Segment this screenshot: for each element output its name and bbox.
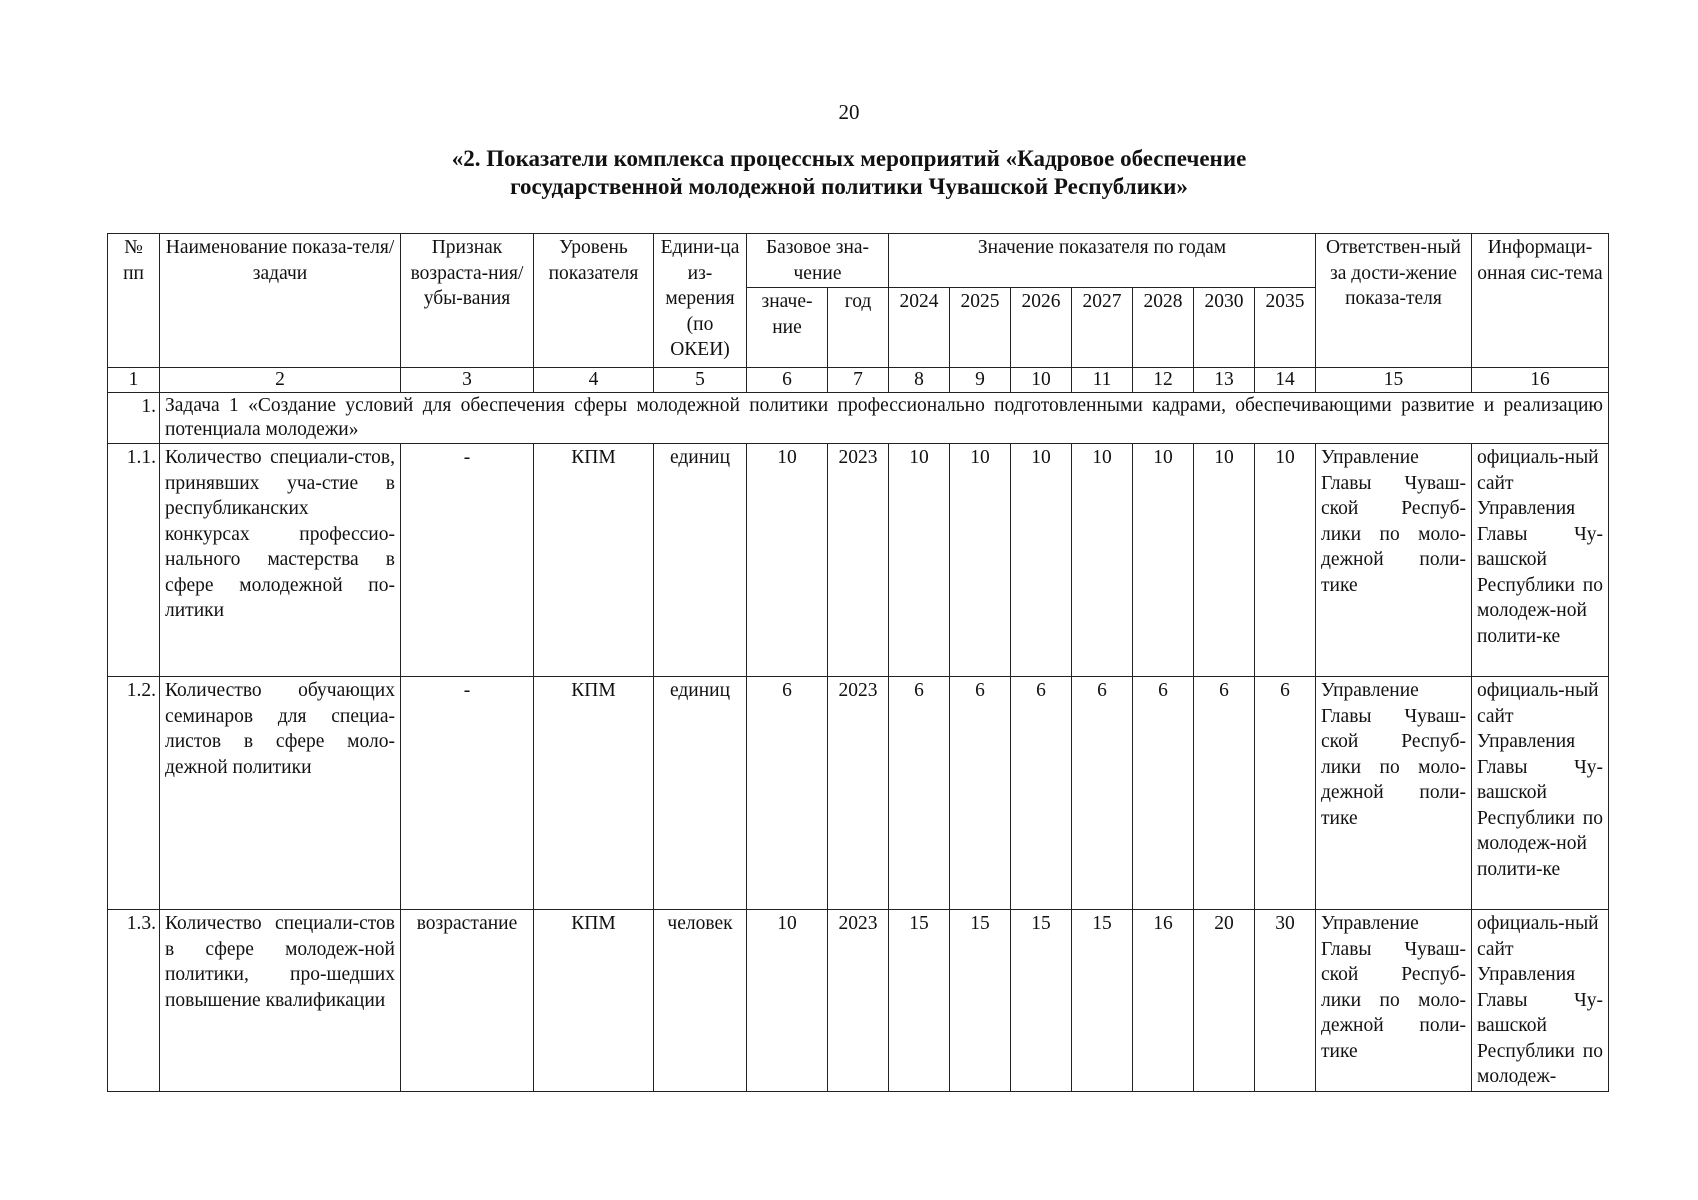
value-2024: 10 xyxy=(889,444,950,677)
info-system: официаль-ный сайт Управления Главы Чу-вашской Республики по молодеж-ной полити-ке xyxy=(1472,677,1609,910)
value-2027: 10 xyxy=(1072,444,1133,677)
header-year-2024: 2024 xyxy=(889,288,950,368)
header-sign: Признак возраста-ния/убы-вания xyxy=(401,234,534,368)
indicator-unit: человек xyxy=(654,910,747,1092)
column-number: 4 xyxy=(534,368,654,393)
header-row-1 xyxy=(108,234,1609,288)
value-2025: 15 xyxy=(950,910,1011,1092)
value-2035: 30 xyxy=(1255,910,1316,1092)
value-2030: 20 xyxy=(1194,910,1255,1092)
header-info-system: Информаци-онная сис-тема xyxy=(1472,234,1609,368)
base-value: 10 xyxy=(747,910,828,1092)
section-title xyxy=(0,145,1698,201)
column-number: 16 xyxy=(1472,368,1609,393)
column-number: 14 xyxy=(1255,368,1316,393)
responsible: Управление Главы Чуваш-ской Респуб-лики по моло-дежной поли-тике xyxy=(1316,444,1472,677)
indicator-name: Количество обучающих семинаров для специа-листов в сфере моло-дежной политики xyxy=(160,677,401,910)
value-2028: 16 xyxy=(1133,910,1194,1092)
header-year-2025: 2025 xyxy=(950,288,1011,368)
info-system: официаль-ный сайт Управления Главы Чу-вашской Республики по молодеж- xyxy=(1472,910,1609,1092)
task-index: 1. xyxy=(108,393,160,444)
value-2028: 6 xyxy=(1133,677,1194,910)
indicator-level: КПМ xyxy=(534,444,654,677)
responsible: Управление Главы Чуваш-ской Респуб-лики по моло-дежной поли-тике xyxy=(1316,910,1472,1092)
row-index: 1.1. xyxy=(108,444,160,677)
column-number: 9 xyxy=(950,368,1011,393)
column-number: 5 xyxy=(654,368,747,393)
section-title-line-1: «2. Показатели комплекса процессных мероприятий «Кадровое обеспечение xyxy=(451,146,1247,171)
header-name: Наименование показа-теля/задачи xyxy=(160,234,401,368)
value-2026: 15 xyxy=(1011,910,1072,1092)
column-number: 8 xyxy=(889,368,950,393)
header-base: Базовое зна-чение xyxy=(747,234,889,288)
column-number: 2 xyxy=(160,368,401,393)
column-numbers-row xyxy=(108,368,1609,393)
task-row xyxy=(108,393,1609,444)
base-year: 2023 xyxy=(828,910,889,1092)
header-level: Уровень показателя xyxy=(534,234,654,368)
indicator-sign: возрастание xyxy=(401,910,534,1092)
header-year-2035: 2035 xyxy=(1255,288,1316,368)
value-2028: 10 xyxy=(1133,444,1194,677)
page-number: 20 xyxy=(838,100,860,124)
base-value: 10 xyxy=(747,444,828,677)
value-2025: 10 xyxy=(950,444,1011,677)
indicator-unit: единиц xyxy=(654,444,747,677)
value-2026: 10 xyxy=(1011,444,1072,677)
table-row xyxy=(108,910,1609,1092)
table-row xyxy=(108,444,1609,677)
header-unit: Едини-ца из-мерения (по ОКЕИ) xyxy=(654,234,747,368)
indicator-name: Количество специали-стов, принявших уча-стие в республиканских конкурсах профессио-нального мастерства в сфере молодежной по-литики xyxy=(160,444,401,677)
indicator-sign: - xyxy=(401,677,534,910)
value-2035: 6 xyxy=(1255,677,1316,910)
header-year-2028: 2028 xyxy=(1133,288,1194,368)
row-index: 1.2. xyxy=(108,677,160,910)
header-no: № пп xyxy=(108,234,160,368)
column-number: 3 xyxy=(401,368,534,393)
column-number: 6 xyxy=(747,368,828,393)
header-year-2030: 2030 xyxy=(1194,288,1255,368)
value-2024: 15 xyxy=(889,910,950,1092)
value-2026: 6 xyxy=(1011,677,1072,910)
column-number: 10 xyxy=(1011,368,1072,393)
value-2027: 6 xyxy=(1072,677,1133,910)
column-number: 13 xyxy=(1194,368,1255,393)
base-value: 6 xyxy=(747,677,828,910)
indicator-level: КПМ xyxy=(534,677,654,910)
table-row xyxy=(108,677,1609,910)
indicators-table xyxy=(107,233,1609,1092)
task-text: Задача 1 «Создание условий для обеспечения сферы молодежной политики профессионально подготовленными кадрами, обеспечивающими развитие и реализацию потенциала молодежи» xyxy=(160,393,1609,444)
base-year: 2023 xyxy=(828,677,889,910)
header-responsible: Ответствен-ный за дости-жение показа-теля xyxy=(1316,234,1472,368)
responsible: Управление Главы Чуваш-ской Респуб-лики по моло-дежной поли-тике xyxy=(1316,677,1472,910)
header-year-2026: 2026 xyxy=(1011,288,1072,368)
header-year-2027: 2027 xyxy=(1072,288,1133,368)
value-2030: 10 xyxy=(1194,444,1255,677)
header-base-year: год xyxy=(828,288,889,368)
column-number: 11 xyxy=(1072,368,1133,393)
indicator-level: КПМ xyxy=(534,910,654,1092)
row-index: 1.3. xyxy=(108,910,160,1092)
indicator-unit: единиц xyxy=(654,677,747,910)
section-title-line-2: государственной молодежной политики Чувашской Республики» xyxy=(510,174,1188,199)
header-base-value: значе-ние xyxy=(747,288,828,368)
value-2024: 6 xyxy=(889,677,950,910)
column-number: 1 xyxy=(108,368,160,393)
column-number: 7 xyxy=(828,368,889,393)
header-years-group: Значение показателя по годам xyxy=(889,234,1316,288)
value-2035: 10 xyxy=(1255,444,1316,677)
value-2030: 6 xyxy=(1194,677,1255,910)
indicator-sign: - xyxy=(401,444,534,677)
value-2025: 6 xyxy=(950,677,1011,910)
column-number: 12 xyxy=(1133,368,1194,393)
info-system: официаль-ный сайт Управления Главы Чу-вашской Республики по молодеж-ной полити-ке xyxy=(1472,444,1609,677)
value-2027: 15 xyxy=(1072,910,1133,1092)
column-number: 15 xyxy=(1316,368,1472,393)
indicator-name: Количество специали-стов в сфере молодеж-ной политики, про-шедших повышение квалификации xyxy=(160,910,401,1092)
base-year: 2023 xyxy=(828,444,889,677)
